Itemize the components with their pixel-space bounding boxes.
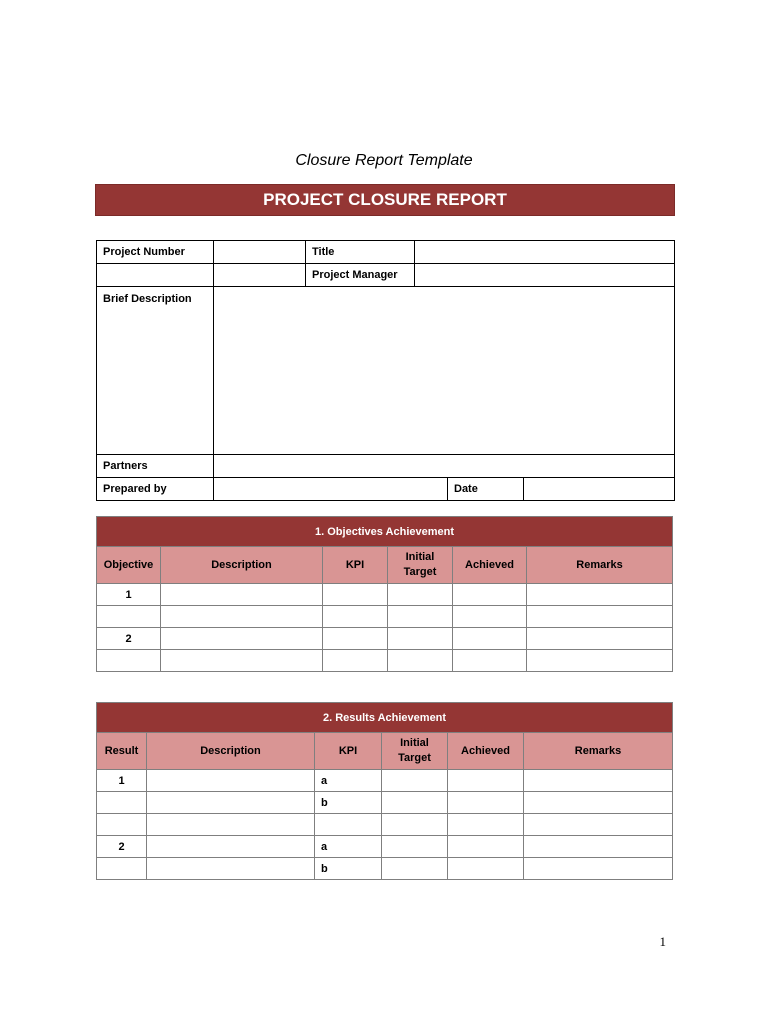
results-heading: 2. Results Achievement: [97, 703, 673, 733]
kpi-column-header: KPI: [315, 733, 382, 770]
achieved-cell[interactable]: [448, 792, 524, 814]
achieved-cell[interactable]: [453, 650, 527, 672]
objective-column-header: Objective: [97, 547, 161, 584]
page-number: 1: [659, 934, 666, 949]
project-number-field[interactable]: [214, 241, 306, 264]
brief-description-field[interactable]: [214, 287, 675, 455]
initial-target-cell[interactable]: [382, 836, 448, 858]
blank-field-cell[interactable]: [214, 264, 306, 287]
result-column-header: Result: [97, 733, 147, 770]
remarks-column-header: Remarks: [527, 547, 673, 584]
description-cell[interactable]: [147, 814, 315, 836]
initial-target-cell[interactable]: [382, 814, 448, 836]
achieved-cell[interactable]: [453, 606, 527, 628]
table-row: [97, 814, 673, 836]
objective-number: [97, 606, 161, 628]
brief-description-label: Brief Description: [97, 287, 214, 455]
description-cell[interactable]: [161, 650, 323, 672]
description-cell[interactable]: [147, 858, 315, 880]
partners-field[interactable]: [214, 455, 675, 478]
date-field[interactable]: [524, 478, 675, 501]
initial-target-column-header: Initial Target: [382, 733, 448, 770]
project-info-table: [96, 240, 675, 501]
remarks-cell[interactable]: [524, 836, 673, 858]
objective-number: 1: [97, 584, 161, 606]
objectives-table: [96, 516, 673, 672]
achieved-cell[interactable]: [453, 584, 527, 606]
description-column-header: Description: [161, 547, 323, 584]
result-number: [97, 792, 147, 814]
kpi-column-header: KPI: [323, 547, 388, 584]
kpi-letter: [315, 814, 382, 836]
table-row: [97, 836, 673, 858]
objective-number: 2: [97, 628, 161, 650]
title-field[interactable]: [415, 241, 675, 264]
initial-target-column-header: Initial Target: [388, 547, 453, 584]
description-cell[interactable]: [147, 792, 315, 814]
result-number: [97, 858, 147, 880]
result-number: 1: [97, 770, 147, 792]
remarks-cell[interactable]: [527, 584, 673, 606]
project-manager-label: Project Manager: [306, 264, 415, 287]
result-number: [97, 814, 147, 836]
description-column-header: Description: [147, 733, 315, 770]
description-cell[interactable]: [161, 628, 323, 650]
objectives-heading: 1. Objectives Achievement: [97, 517, 673, 547]
kpi-letter: a: [315, 770, 382, 792]
prepared-by-label: Prepared by: [97, 478, 214, 501]
remarks-cell[interactable]: [524, 858, 673, 880]
result-number: 2: [97, 836, 147, 858]
remarks-cell[interactable]: [527, 650, 673, 672]
achieved-column-header: Achieved: [448, 733, 524, 770]
kpi-cell[interactable]: [323, 628, 388, 650]
title-label: Title: [306, 241, 415, 264]
document-title: Closure Report Template: [295, 152, 473, 169]
remarks-column-header: Remarks: [524, 733, 673, 770]
report-banner: PROJECT CLOSURE REPORT: [95, 184, 675, 216]
achieved-column-header: Achieved: [453, 547, 527, 584]
achieved-cell[interactable]: [448, 814, 524, 836]
project-number-label: Project Number: [97, 241, 214, 264]
description-cell[interactable]: [161, 584, 323, 606]
table-row: [97, 584, 673, 606]
table-row: [97, 858, 673, 880]
initial-target-cell[interactable]: [388, 606, 453, 628]
description-cell[interactable]: [147, 836, 315, 858]
description-cell[interactable]: [147, 770, 315, 792]
initial-target-cell[interactable]: [388, 650, 453, 672]
kpi-cell[interactable]: [323, 584, 388, 606]
blank-label-cell: [97, 264, 214, 287]
kpi-cell[interactable]: [323, 650, 388, 672]
objective-number: [97, 650, 161, 672]
date-label: Date: [448, 478, 524, 501]
kpi-letter: b: [315, 792, 382, 814]
remarks-cell[interactable]: [524, 814, 673, 836]
initial-target-cell[interactable]: [382, 792, 448, 814]
table-row: [97, 628, 673, 650]
partners-label: Partners: [97, 455, 214, 478]
table-row: [97, 606, 673, 628]
prepared-by-field[interactable]: [214, 478, 448, 501]
achieved-cell[interactable]: [448, 858, 524, 880]
achieved-cell[interactable]: [448, 770, 524, 792]
kpi-letter: b: [315, 858, 382, 880]
kpi-cell[interactable]: [323, 606, 388, 628]
description-cell[interactable]: [161, 606, 323, 628]
remarks-cell[interactable]: [524, 792, 673, 814]
remarks-cell[interactable]: [524, 770, 673, 792]
remarks-cell[interactable]: [527, 628, 673, 650]
initial-target-cell[interactable]: [382, 770, 448, 792]
project-manager-field[interactable]: [415, 264, 675, 287]
initial-target-cell[interactable]: [388, 584, 453, 606]
results-table: [96, 702, 673, 880]
kpi-letter: a: [315, 836, 382, 858]
achieved-cell[interactable]: [448, 836, 524, 858]
initial-target-cell[interactable]: [382, 858, 448, 880]
table-row: [97, 770, 673, 792]
achieved-cell[interactable]: [453, 628, 527, 650]
table-row: [97, 792, 673, 814]
remarks-cell[interactable]: [527, 606, 673, 628]
initial-target-cell[interactable]: [388, 628, 453, 650]
table-row: [97, 650, 673, 672]
